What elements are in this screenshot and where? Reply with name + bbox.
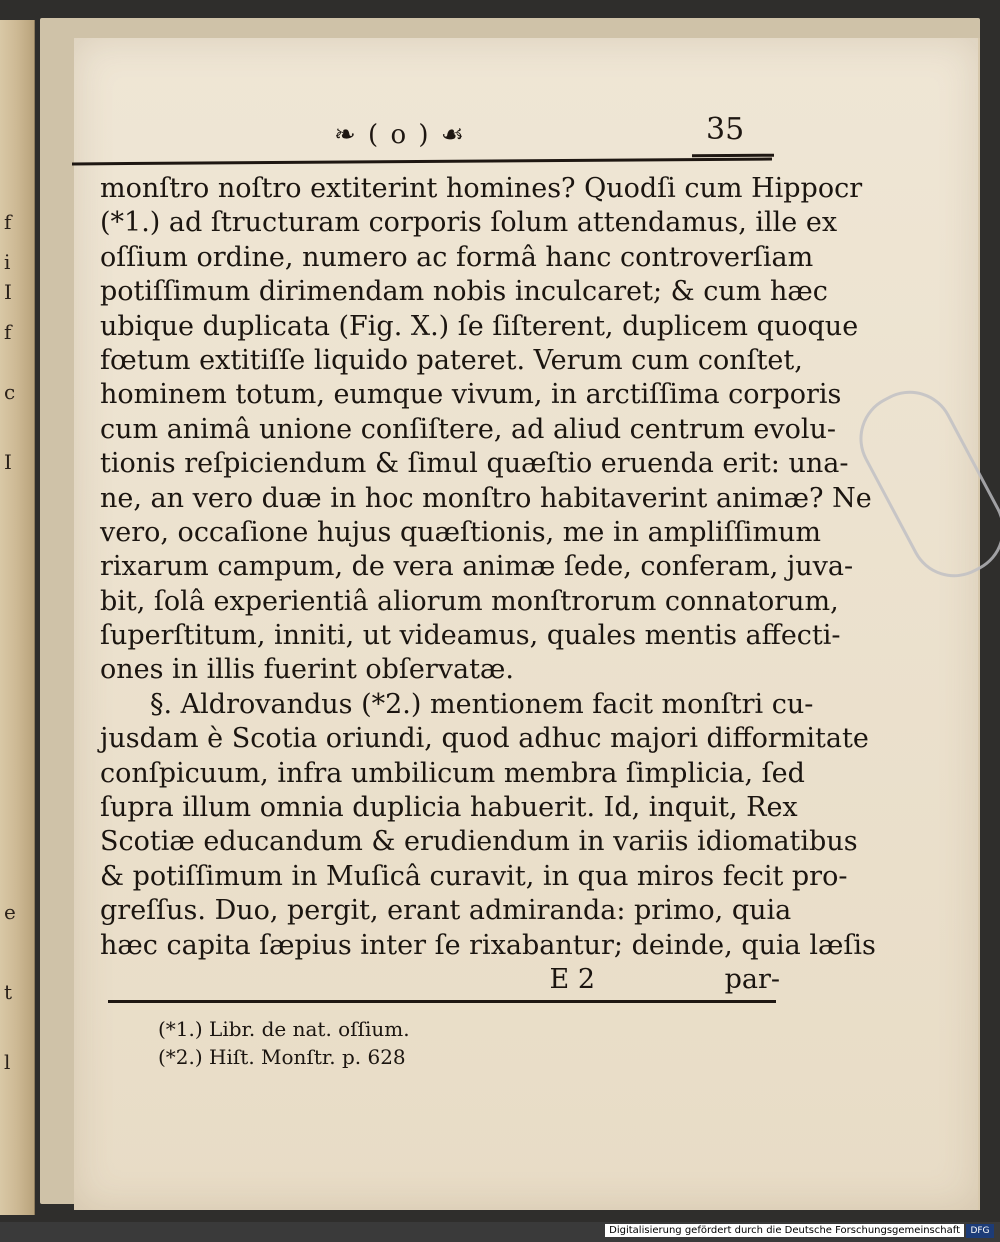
running-header <box>74 108 764 148</box>
text-line: oſſium ordine, numero ac formâ hanc controverſiam <box>100 241 814 273</box>
text-line: ubique duplicata (Fig. X.) ſe ſiſterent, duplicem quoque <box>100 310 859 342</box>
text-line: fœtum extitiſſe liquido pateret. Verum cum conſtet, <box>100 344 803 376</box>
text-line: cum animâ unione conſiſtere, ad aliud centrum evolu- <box>100 413 837 445</box>
digitization-credit: Digitalisierung gefördert durch die Deutsche Forschungsgemeinschaft <box>605 1224 964 1237</box>
signature-mark: E 2 <box>549 963 596 995</box>
text-line: & potiſſimum in Muſicâ curavit, in qua miros fecit pro- <box>100 860 848 892</box>
text-line: (*1.) ad ſtructuram corporis ſolum attendamus, ille ex <box>100 207 838 239</box>
left-margin-fragment: l <box>4 1050 11 1074</box>
catchword: par- <box>724 963 780 995</box>
text-line: bit, ſolâ experientiâ aliorum monſtrorum connatorum, <box>100 585 839 617</box>
signature-line <box>100 963 780 997</box>
text-line: conſpicuum, infra umbilicum membra ſimplicia, ſed <box>100 757 805 789</box>
left-margin-fragment: I <box>4 450 12 474</box>
text-line: ſuperſtitum, inniti, ut videamus, quales mentis affecti- <box>100 620 841 652</box>
header-ornament: ❧ ( o ) ☙ <box>334 120 467 150</box>
text-line: ones in illis fuerint obſervatæ. <box>100 654 514 686</box>
footnote-rule <box>108 1000 776 1003</box>
text-line: Scotiæ educandum & erudiendum in variis idiomatibus <box>100 826 858 858</box>
text-line: ne, an vero duæ in hoc monſtro habitaverint animæ? Ne <box>100 482 872 514</box>
left-margin-fragment: f <box>4 320 12 344</box>
footnote-1: (*1.) Libr. de nat. oſſium. <box>158 1017 410 1041</box>
page-number: 35 <box>706 112 745 147</box>
body-text <box>100 172 876 997</box>
text-line: monſtro noſtro extiterint homines? Quodſi cum Hippocr <box>100 173 863 204</box>
text-line: ſupra illum omnia duplicia habuerit. Id, inquit, Rex <box>100 792 798 824</box>
text-line: rixarum campum, de vera animæ ſede, conferam, juva- <box>100 551 854 583</box>
text-line: hominem totum, eumque vivum, in arctiſſima corporis <box>100 379 842 411</box>
text-line: vero, occaſione hujus quæſtionis, me in ampliſſimum <box>100 516 822 548</box>
text-line: hæc capita ſæpius inter ſe rixabantur; deinde, quia læſis <box>100 929 876 961</box>
left-page-edge <box>0 20 35 1215</box>
left-margin-fragment: c <box>4 380 16 404</box>
dfg-logo: DFG <box>966 1224 994 1238</box>
text-line: greſſus. Duo, pergit, erant admiranda: primo, quia <box>100 895 792 927</box>
left-margin-fragment: I <box>4 280 12 304</box>
text-line: jusdam è Scotia oriundi, quod adhuc majori difformitate <box>100 723 869 755</box>
footnote-2: (*2.) Hiſt. Monſtr. p. 628 <box>158 1045 406 1069</box>
header-rule-right <box>692 154 774 158</box>
left-margin-fragment: i <box>4 250 11 274</box>
text-line: tionis reſpiciendum & ſimul quæſtio eruenda erit: una- <box>100 448 849 480</box>
left-margin-fragment: e <box>4 900 16 924</box>
text-line: §. Aldrovandus (*2.) mentionem facit monſtri cu- <box>150 688 814 720</box>
text-line: potiſſimum dirimendam nobis inculcaret; & cum hæc <box>100 276 828 308</box>
left-margin-fragment: t <box>4 980 13 1004</box>
footnotes <box>158 1015 410 1071</box>
left-margin-fragment: f <box>4 210 12 234</box>
